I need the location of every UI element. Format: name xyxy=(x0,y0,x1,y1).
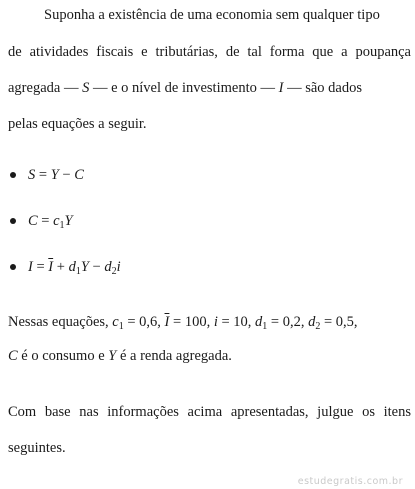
paragraph-2-line-1 xyxy=(8,313,411,331)
paragraph-3-line-2: seguintes. xyxy=(8,440,66,456)
paragraph-1-line-1: Suponha a existência de uma economia sem qualquer tipo xyxy=(44,7,380,23)
bullet-icon xyxy=(10,172,16,178)
equation-item-1 xyxy=(8,166,411,184)
text-nivel-investimento: — e o nível de investimento — xyxy=(89,80,279,96)
text-agregada: agregada — xyxy=(8,80,83,96)
equation-item-2 xyxy=(8,212,411,230)
paragraph-1-line-4: pelas equações a seguir. xyxy=(8,116,147,132)
equation-2: $C = c_1Y$ xyxy=(28,213,73,231)
variable-c: C xyxy=(8,348,18,364)
text-renda-agregada: é a renda agregada. xyxy=(116,348,232,364)
parameter-values: $c_1 = 0,6$, $\overline{I} = 100$, i = 10, $d_1 = 0,2$, $d_2 = 0,5$, xyxy=(112,314,358,332)
paragraph-2-line-2 xyxy=(8,347,411,365)
equation-item-3 xyxy=(8,258,411,276)
paragraph-3-line-1: Com base nas informações acima apresentadas, julgue os itens xyxy=(8,404,411,420)
variable-y: Y xyxy=(108,348,117,364)
paragraph-1-line-2: de atividades fiscais e tributárias, de tal forma que a poupança xyxy=(8,44,411,60)
text-consumo: é o consumo e xyxy=(17,348,109,364)
text-nessas-equacoes: Nessas equações, xyxy=(8,314,113,330)
watermark-text: estudegratis.com.br xyxy=(297,476,403,487)
variable-i: I xyxy=(278,80,284,96)
text-sao-dados: — são dados xyxy=(283,80,362,96)
bullet-icon xyxy=(10,218,16,224)
equation-3: $I = \overline{I} + d_1Y - d_2i$ xyxy=(28,259,121,277)
variable-s: S xyxy=(82,80,90,96)
equation-1: S = Y − C xyxy=(28,167,84,183)
bullet-icon xyxy=(10,264,16,270)
paragraph-1-line-3 xyxy=(8,79,411,97)
